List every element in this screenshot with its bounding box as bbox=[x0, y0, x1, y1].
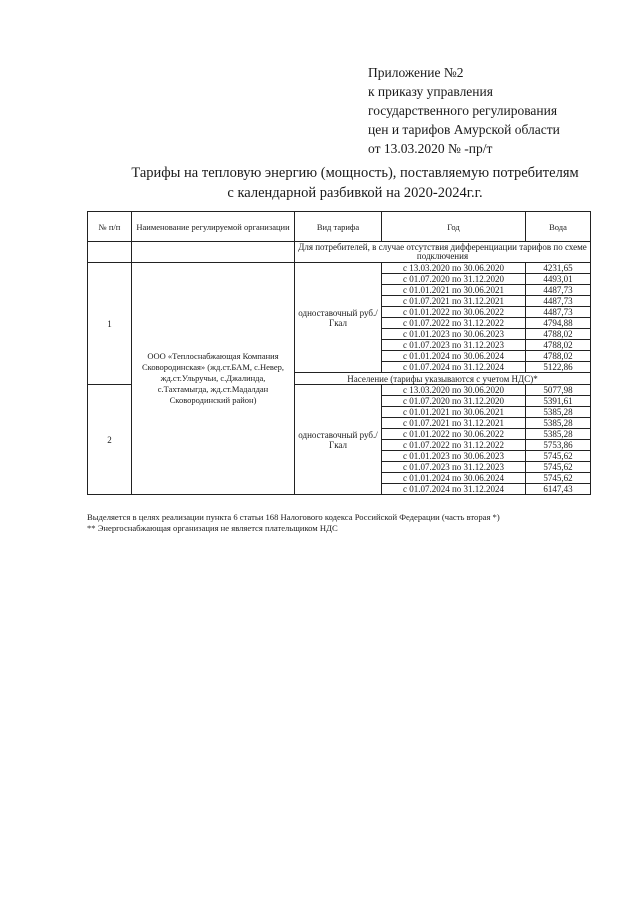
value-cell: 4788,02 bbox=[526, 351, 591, 362]
header-water: Вода bbox=[526, 212, 591, 242]
header-year: Год bbox=[382, 212, 526, 242]
period-cell: с 01.01.2024 по 30.06.2024 bbox=[382, 351, 526, 362]
period-cell: с 01.01.2024 по 30.06.2024 bbox=[382, 473, 526, 484]
value-cell: 4487,73 bbox=[526, 285, 591, 296]
title-line: с календарной разбивкой на 2020-2024г.г. bbox=[227, 185, 483, 201]
period-cell: с 13.03.2020 по 30.06.2020 bbox=[382, 263, 526, 274]
value-cell: 5122,86 bbox=[526, 362, 591, 373]
value-cell: 5745,62 bbox=[526, 462, 591, 473]
value-cell: 5385,28 bbox=[526, 407, 591, 418]
value-cell: 4493,01 bbox=[526, 274, 591, 285]
value-cell: 4231,65 bbox=[526, 263, 591, 274]
header-tariff-type: Вид тарифа bbox=[295, 212, 382, 242]
title-line: Тарифы на тепловую энергию (мощность), поставляемую потребителям bbox=[131, 165, 579, 181]
period-cell: с 01.07.2023 по 31.12.2023 bbox=[382, 340, 526, 351]
table-header-row bbox=[88, 212, 591, 242]
document-title bbox=[100, 163, 610, 203]
period-cell: с 01.01.2021 по 30.06.2021 bbox=[382, 285, 526, 296]
value-cell: 6147,43 bbox=[526, 484, 591, 495]
organization-name: ООО «Теплоснабжающая Компания Сковородинская» (жд.ст.БАМ, с.Невер, жд.ст.Ульручьи, с.Джалинда, с.Тахтамыгда, жд.ст.Мадалдан Сковородинский район) bbox=[132, 263, 295, 495]
period-cell: с 01.07.2023 по 31.12.2023 bbox=[382, 462, 526, 473]
value-cell: 4788,02 bbox=[526, 329, 591, 340]
value-cell: 4487,73 bbox=[526, 307, 591, 318]
appendix-line: от 13.03.2020 № -пр/т bbox=[368, 141, 493, 156]
period-cell: с 01.01.2022 по 30.06.2022 bbox=[382, 429, 526, 440]
appendix-block bbox=[368, 63, 560, 158]
tariff-type: одноставочный руб./Гкал bbox=[295, 263, 382, 373]
value-cell: 4487,73 bbox=[526, 296, 591, 307]
appendix-line: цен и тарифов Амурской области bbox=[368, 122, 560, 137]
group-header: Население (тарифы указываются с учетом НДС)* bbox=[295, 373, 591, 385]
footnote: Выделяется в целях реализации пункта 6 статьи 168 Налогового кодекса Российской Федерации (часть вторая *) bbox=[87, 512, 500, 522]
header-number: № п/п bbox=[88, 212, 132, 242]
period-cell: с 13.03.2020 по 30.06.2020 bbox=[382, 385, 526, 396]
header-organization: Наименование регулируемой организации bbox=[132, 212, 295, 242]
value-cell: 4788,02 bbox=[526, 340, 591, 351]
footnotes bbox=[87, 512, 500, 534]
period-cell: с 01.07.2024 по 31.12.2024 bbox=[382, 362, 526, 373]
row-number: 1 bbox=[88, 263, 132, 385]
empty-cell bbox=[88, 242, 132, 263]
group-header-row bbox=[88, 242, 591, 263]
value-cell: 4794,88 bbox=[526, 318, 591, 329]
value-cell: 5077,98 bbox=[526, 385, 591, 396]
period-cell: с 01.07.2022 по 31.12.2022 bbox=[382, 440, 526, 451]
value-cell: 5745,62 bbox=[526, 451, 591, 462]
value-cell: 5745,62 bbox=[526, 473, 591, 484]
appendix-line: Приложение №2 bbox=[368, 65, 464, 80]
period-cell: с 01.07.2021 по 31.12.2021 bbox=[382, 296, 526, 307]
period-cell: с 01.01.2023 по 30.06.2023 bbox=[382, 329, 526, 340]
group-header: Для потребителей, в случае отсутствия дифференциации тарифов по схеме подключения bbox=[295, 242, 591, 263]
value-cell: 5753,86 bbox=[526, 440, 591, 451]
table-row bbox=[88, 263, 591, 274]
period-cell: с 01.07.2021 по 31.12.2021 bbox=[382, 418, 526, 429]
value-cell: 5391,61 bbox=[526, 396, 591, 407]
empty-cell bbox=[132, 242, 295, 263]
tariff-table bbox=[87, 211, 591, 495]
value-cell: 5385,28 bbox=[526, 418, 591, 429]
period-cell: с 01.07.2020 по 31.12.2020 bbox=[382, 396, 526, 407]
period-cell: с 01.01.2021 по 30.06.2021 bbox=[382, 407, 526, 418]
tariff-type: одноставочный руб./Гкал bbox=[295, 385, 382, 495]
appendix-line: государственного регулирования bbox=[368, 103, 558, 118]
period-cell: с 01.07.2022 по 31.12.2022 bbox=[382, 318, 526, 329]
period-cell: с 01.01.2023 по 30.06.2023 bbox=[382, 451, 526, 462]
value-cell: 5385,28 bbox=[526, 429, 591, 440]
appendix-line: к приказу управления bbox=[368, 84, 493, 99]
period-cell: с 01.01.2022 по 30.06.2022 bbox=[382, 307, 526, 318]
period-cell: с 01.07.2020 по 31.12.2020 bbox=[382, 274, 526, 285]
period-cell: с 01.07.2024 по 31.12.2024 bbox=[382, 484, 526, 495]
row-number: 2 bbox=[88, 385, 132, 495]
footnote: ** Энергоснабжающая организация не является плательщиком НДС bbox=[87, 523, 338, 533]
